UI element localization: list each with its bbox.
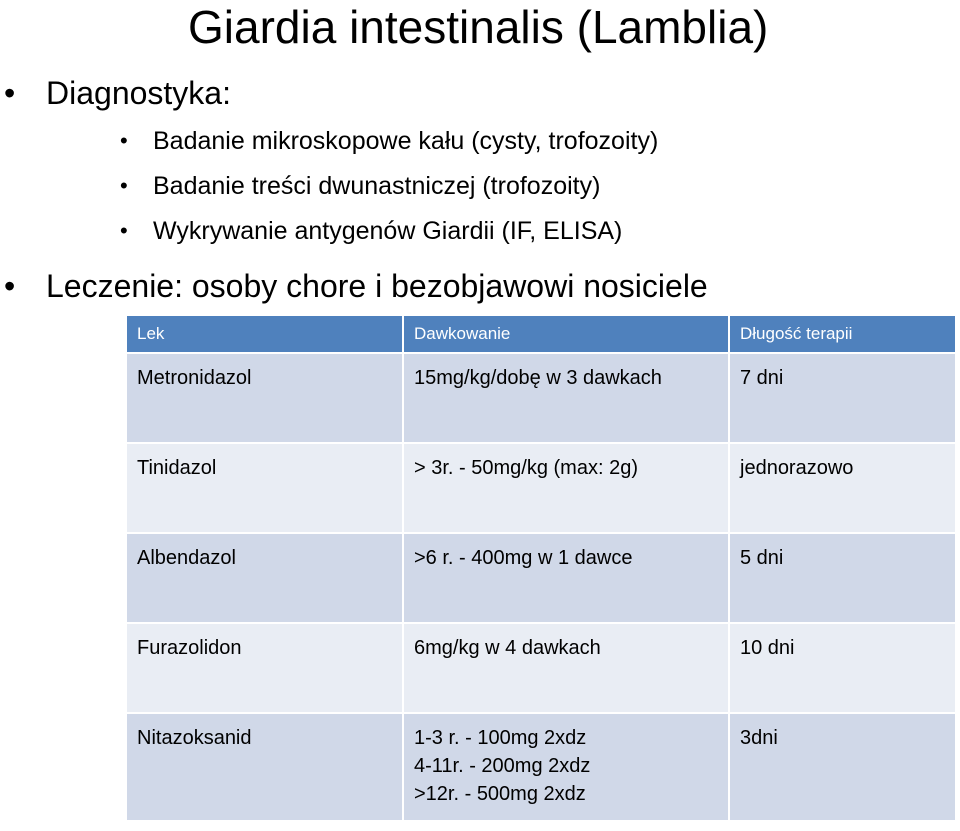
duration-cell: 3dni xyxy=(729,713,956,821)
table-row xyxy=(126,443,956,533)
duration-cell: jednorazowo xyxy=(729,443,956,533)
diagnostic-item-text: Wykrywanie antygenów Giardii (IF, ELISA) xyxy=(153,217,623,245)
bullet-icon: • xyxy=(4,75,16,111)
diagnostic-item-text: Badanie treści dwunastniczej (trofozoity) xyxy=(153,172,601,200)
treatment-heading: Leczenie: osoby chore i bezobjawowi nosiciele xyxy=(46,268,708,304)
duration-cell: 7 dni xyxy=(729,353,956,443)
drug-cell: Metronidazol xyxy=(126,353,403,443)
treatment-table xyxy=(125,314,957,822)
drug-cell: Furazolidon xyxy=(126,623,403,713)
duration-cell: 5 dni xyxy=(729,533,956,623)
dosage-line: >12r. - 500mg 2xdz xyxy=(414,783,586,805)
dosage-cell: 6mg/kg w 4 dawkach xyxy=(403,623,729,713)
bullet-icon: • xyxy=(120,128,128,153)
dosage-cell: >6 r. - 400mg w 1 dawce xyxy=(403,533,729,623)
dosage-line: 4-11r. - 200mg 2xdz xyxy=(414,755,591,777)
diagnostic-item-text: Badanie mikroskopowe kału (cysty, trofozoity) xyxy=(153,127,659,155)
table-row xyxy=(126,353,956,443)
table-row xyxy=(126,713,956,821)
bullet-icon: • xyxy=(120,218,128,243)
duration-cell: 10 dni xyxy=(729,623,956,713)
table-row xyxy=(126,623,956,713)
dosage-line: 1-3 r. - 100mg 2xdz xyxy=(414,727,587,749)
bullet-icon: • xyxy=(4,268,16,304)
table-header-row xyxy=(126,315,956,353)
dosage-cell: 15mg/kg/dobę w 3 dawkach xyxy=(403,353,729,443)
table-row xyxy=(126,533,956,623)
drug-cell: Tinidazol xyxy=(126,443,403,533)
header-drug: Lek xyxy=(126,315,403,353)
drug-cell: Nitazoksanid xyxy=(126,713,403,821)
dosage-cell: > 3r. - 50mg/kg (max: 2g) xyxy=(403,443,729,533)
header-dosage: Dawkowanie xyxy=(403,315,729,353)
header-duration: Długość terapii xyxy=(729,315,956,353)
dosage-cell xyxy=(403,713,729,821)
slide-title: Giardia intestinalis (Lamblia) xyxy=(188,1,769,53)
drug-cell: Albendazol xyxy=(126,533,403,623)
bullet-icon: • xyxy=(120,173,128,198)
diagnostics-heading: Diagnostyka: xyxy=(46,75,231,111)
